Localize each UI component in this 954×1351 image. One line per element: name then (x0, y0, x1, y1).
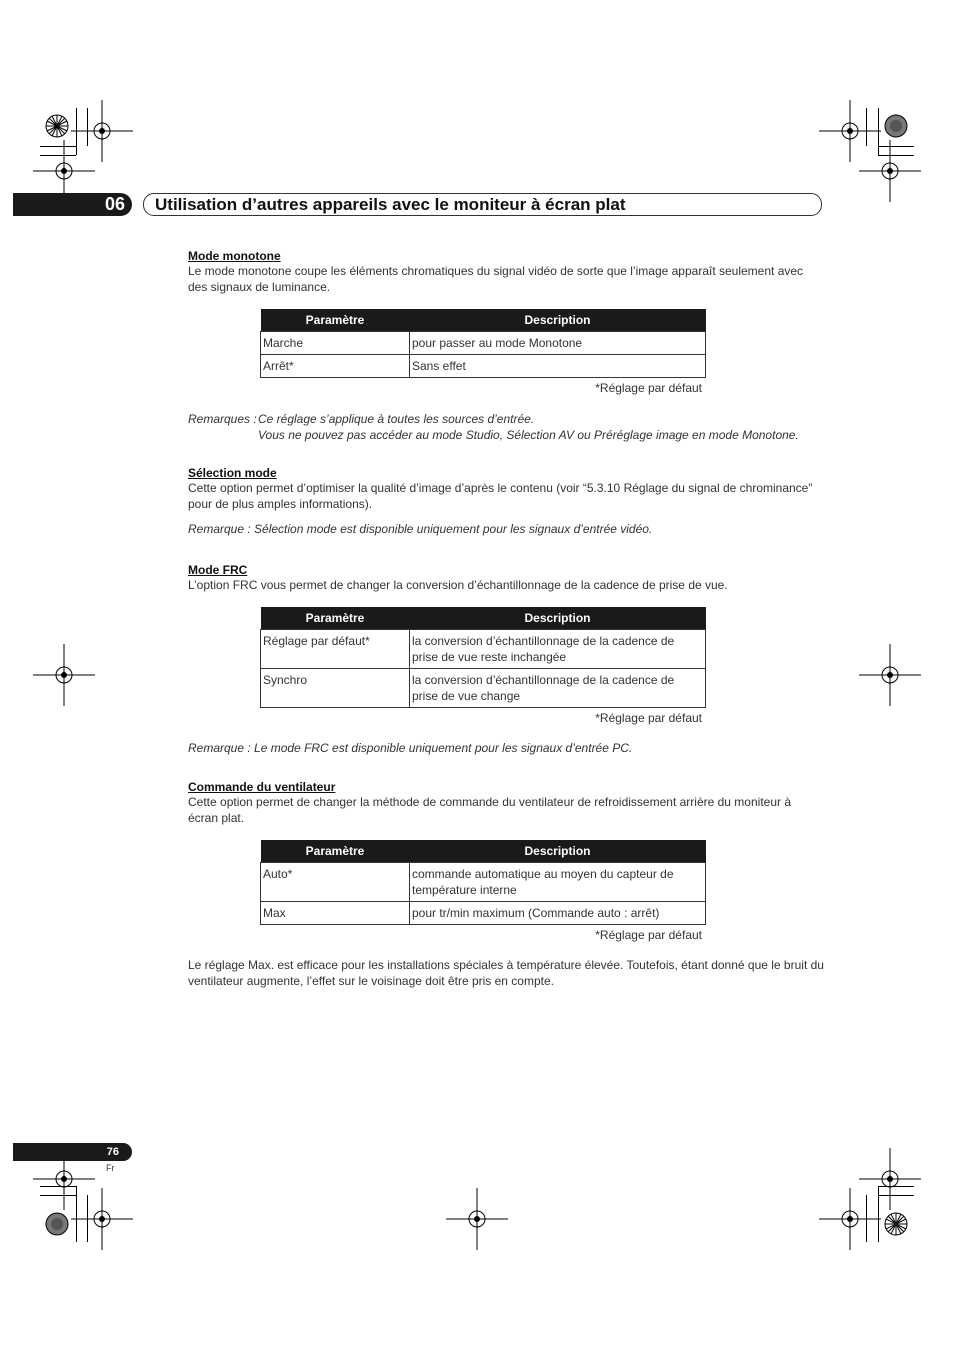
section-monotone (188, 249, 824, 295)
registration-target-icon (819, 1188, 881, 1250)
table-cell: pour tr/min maximum (Commande auto : arrêt) (410, 902, 706, 925)
chapter-number: 06 (104, 194, 125, 214)
registration-target-icon (859, 644, 921, 706)
table-row (261, 630, 706, 669)
table-cell: Synchro (261, 669, 410, 708)
column-header: Paramètre (261, 607, 410, 630)
table-cell: Auto* (261, 863, 410, 902)
column-header: Description (410, 607, 706, 630)
table-row (261, 669, 706, 708)
section-frc (188, 563, 824, 594)
section-selection (188, 466, 824, 538)
remark-line: Vous ne pouvez pas accéder au mode Studio, Sélection AV ou Préréglage image en mode Monotone. (258, 427, 799, 442)
column-header: Paramètre (261, 309, 410, 332)
frc-table (260, 607, 706, 708)
color-rosette-icon (884, 114, 908, 138)
monotone-table (260, 309, 706, 378)
registration-target-icon (33, 644, 95, 706)
color-rosette-icon (45, 1212, 69, 1236)
table-cell: Marche (261, 332, 410, 355)
registration-target-icon (71, 1188, 133, 1250)
color-rosette-icon (45, 114, 69, 138)
section-body: Cette option permet d’optimiser la qualité d’image d’après le contenu (voir “5.3.10 Réglage du signal de chrominance” pour de plus amples informations). (188, 481, 813, 511)
page-number-badge (13, 1143, 132, 1161)
page-number: 76 (106, 1146, 119, 1158)
section-title: Mode FRC (188, 563, 248, 577)
table-cell: Arrêt* (261, 355, 410, 378)
column-header: Description (410, 840, 706, 863)
registration-target-icon (446, 1188, 508, 1250)
table-cell: la conversion d’échantillonnage de la cadence de prise de vue change (410, 669, 706, 708)
table-header-row (261, 607, 706, 630)
section-title: Mode monotone (188, 249, 281, 263)
section-body: L’option FRC vous permet de changer la conversion d’échantillonnage de la cadence de prise de vue. (188, 578, 728, 592)
remark-line: Ce réglage s’applique à toutes les sources d’entrée. (258, 412, 535, 426)
table-cell: pour passer au mode Monotone (410, 332, 706, 355)
section-body: Cette option permet de changer la méthode de commande du ventilateur de refroidissement arrière du moniteur à écran plat. (188, 795, 792, 825)
closing-paragraph: Le réglage Max. est efficace pour les installations spéciales à température élevée. Toutefois, étant donné que le bruit du ventilateur augmente, l’effet sur le voisinage doit être pris en compte. (188, 958, 824, 988)
table-header-row (261, 309, 706, 332)
section-remark: Remarque : Le mode FRC est disponible uniquement pour les signaux d’entrée PC. (188, 741, 633, 755)
remarks-label: Remarques : (188, 412, 257, 426)
table-cell: Sans effet (410, 355, 706, 378)
default-note: *Réglage par défaut (595, 711, 702, 725)
section-remark: Remarque : Sélection mode est disponible uniquement pour les signaux d’entrée vidéo. (188, 522, 653, 536)
table-cell: Max (261, 902, 410, 925)
section-body: Le mode monotone coupe les éléments chromatiques du signal vidéo de sorte que l’image apparaît seulement avec des signaux de luminance. (188, 264, 804, 294)
section-fan (188, 780, 824, 826)
table-cell: Réglage par défaut* (261, 630, 410, 669)
default-note: *Réglage par défaut (595, 928, 702, 942)
table-row (261, 332, 706, 355)
table-row (261, 902, 706, 925)
table-row (261, 355, 706, 378)
chapter-number-badge (13, 193, 132, 216)
column-header: Description (410, 309, 706, 332)
fan-closing-block (188, 958, 824, 989)
frc-remark-block (188, 741, 824, 757)
section-title: Commande du ventilateur (188, 780, 336, 794)
table-row (261, 863, 706, 902)
registration-target-icon (859, 140, 921, 202)
table-cell: la conversion d’échantillonnage de la cadence de prise de vue reste inchangée (410, 630, 706, 669)
chapter-title-box (143, 193, 822, 216)
chapter-title: Utilisation d’autres appareils avec le moniteur à écran plat (155, 195, 626, 214)
default-note: *Réglage par défaut (595, 381, 702, 395)
fan-table (260, 840, 706, 925)
color-rosette-icon (884, 1212, 908, 1236)
column-header: Paramètre (261, 840, 410, 863)
language-code: Fr (106, 1163, 115, 1173)
table-header-row (261, 840, 706, 863)
table-cell: commande automatique au moyen du capteur de température interne (410, 863, 706, 902)
section-title: Sélection mode (188, 466, 277, 480)
